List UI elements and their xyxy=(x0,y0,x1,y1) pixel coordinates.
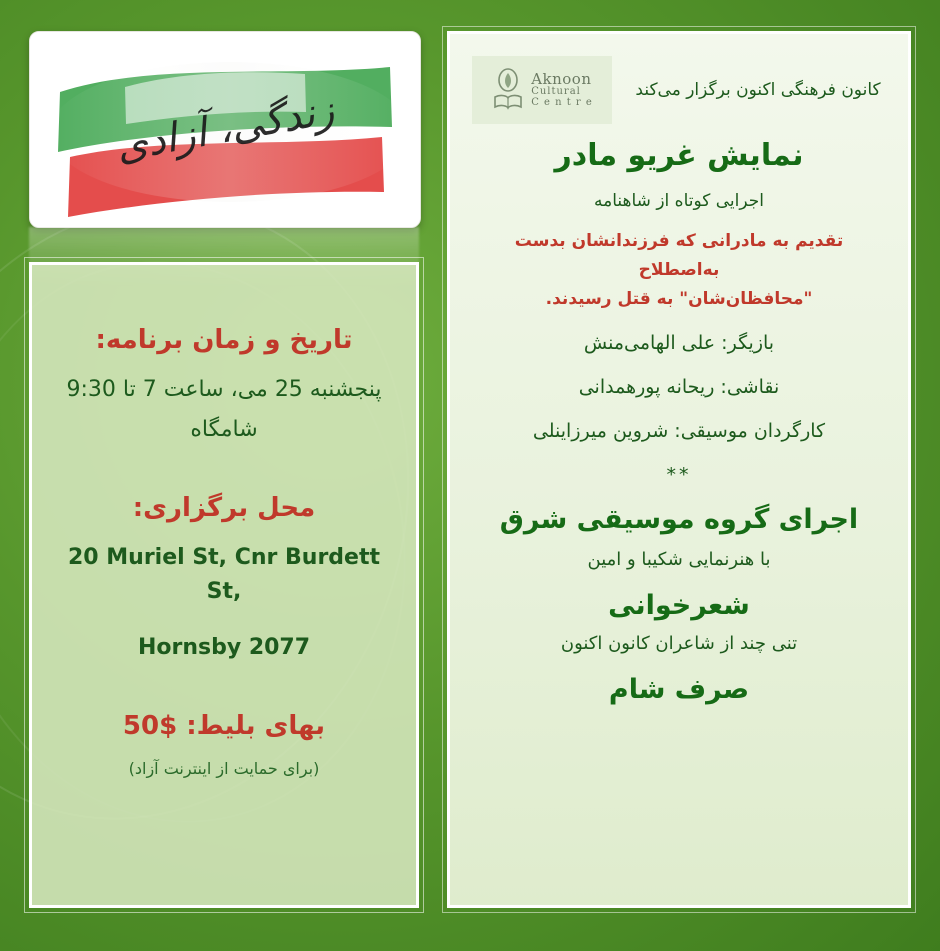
credit-music-director: کارگردان موسیقی: شروین میرزاینلی xyxy=(532,419,826,442)
panel-header xyxy=(472,56,886,124)
band-title: اجرای گروه موسیقی شرق xyxy=(499,503,859,535)
spacer xyxy=(58,671,390,701)
ticket-note: (برای حمایت از اینترنت آزاد) xyxy=(128,759,320,779)
spacer xyxy=(58,453,390,483)
ticket-price-heading: بهای بلیط: $50 xyxy=(122,711,326,742)
brand-line-1: Aknoon xyxy=(531,69,592,88)
credit-actor: بازیگر: علی الهامی‌منش xyxy=(583,331,775,354)
dedication xyxy=(478,227,880,314)
datetime-line-1: پنجشنبه 25 می، ساعت 7 تا 9:30 xyxy=(66,377,382,402)
spacer xyxy=(58,615,390,631)
presenter-text: کانون فرهنگی اکنون برگزار می‌کند xyxy=(635,80,881,100)
brand-wordmark xyxy=(531,69,593,109)
band-subtitle: با هنرنمایی شکیبا و امین xyxy=(587,548,771,570)
venue-line-2: Hornsby 2077 xyxy=(137,635,311,661)
brand-line-3: C e n t r e xyxy=(531,96,593,108)
datetime-heading: تاریخ و زمان برنامه: xyxy=(95,325,353,355)
logo-card xyxy=(29,31,421,228)
brand-line-2: Cultural xyxy=(531,86,581,98)
book-leaf-icon xyxy=(491,67,525,113)
dinner-title: صرف شام xyxy=(608,673,750,705)
aknoon-logo xyxy=(472,56,612,124)
venue-line-1: 20 Muriel St, Cnr Burdett St, xyxy=(67,545,381,605)
show-subtitle: اجرایی کوتاه از شاهنامه xyxy=(594,191,764,211)
dedication-line-2: "محافظان‌شان" به قتل رسیدند. xyxy=(545,288,813,309)
event-details-panel xyxy=(29,262,419,908)
calligraphy-text: زندگی، آزادی xyxy=(112,87,338,171)
section-separator: ** xyxy=(666,463,692,486)
dedication-line-1: تقدیم به مادرانی که فرزندانشان بدست به‌اصطلاح xyxy=(514,231,844,280)
program-panel xyxy=(447,31,911,908)
poetry-title: شعرخوانی xyxy=(608,589,750,621)
show-title: نمایش غریو مادر xyxy=(554,138,804,173)
datetime-line-2: شامگاه xyxy=(190,417,258,443)
poetry-subtitle: تنی چند از شاعران کانون اکنون xyxy=(560,632,798,654)
credit-painter: نقاشی: ریحانه پورهمدانی xyxy=(578,375,780,398)
venue-heading: محل برگزاری: xyxy=(132,493,316,524)
